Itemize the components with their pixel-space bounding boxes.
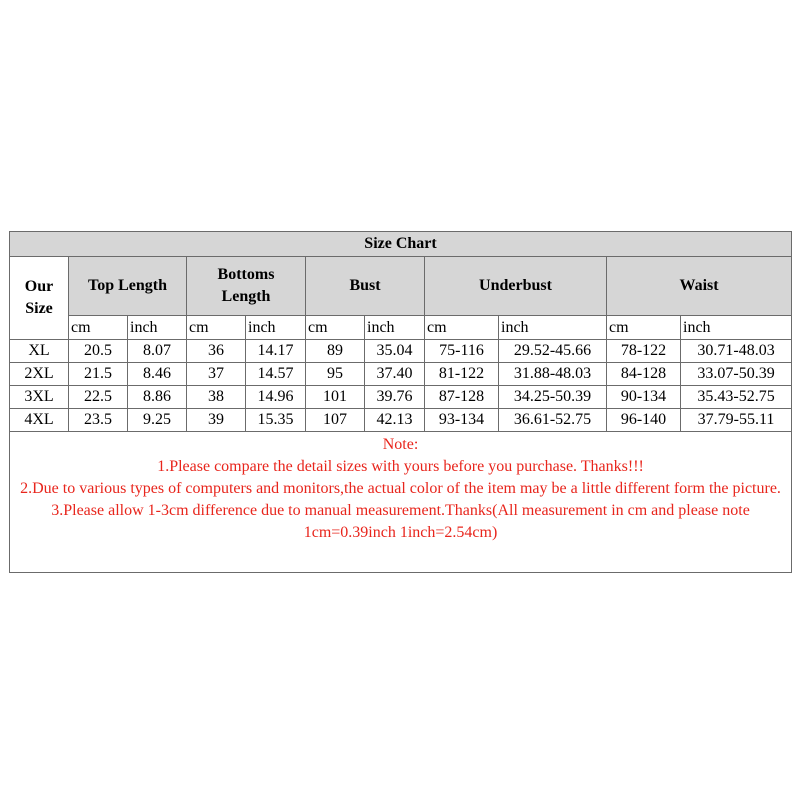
table-row bbox=[10, 363, 792, 386]
table-cell: 34.25-50.39 bbox=[499, 386, 607, 409]
table-cell: 8.07 bbox=[128, 340, 187, 363]
header-row bbox=[10, 257, 792, 316]
note-line-2: 2.Due to various types of computers and monitors,the actual color of the item may be a little different form the picture. bbox=[20, 480, 781, 497]
table-cell: 36.61-52.75 bbox=[499, 409, 607, 432]
table-cell: 29.52-45.66 bbox=[499, 340, 607, 363]
table-cell: 39 bbox=[187, 409, 246, 432]
table-cell: 14.96 bbox=[246, 386, 306, 409]
table-cell: 78-122 bbox=[607, 340, 681, 363]
table-cell: 37.79-55.11 bbox=[681, 409, 792, 432]
table-cell: 89 bbox=[306, 340, 365, 363]
unit-cell: inch bbox=[681, 316, 792, 340]
title-row bbox=[10, 232, 792, 257]
table-cell: 39.76 bbox=[365, 386, 425, 409]
header-top-length: Top Length bbox=[69, 257, 187, 316]
note-heading: Note: bbox=[382, 436, 419, 453]
table-cell: 87-128 bbox=[425, 386, 499, 409]
table-cell: 84-128 bbox=[607, 363, 681, 386]
table-cell: 96-140 bbox=[607, 409, 681, 432]
table-cell: 14.57 bbox=[246, 363, 306, 386]
size-label: 2XL bbox=[10, 363, 69, 386]
table-cell: 36 bbox=[187, 340, 246, 363]
unit-cell: inch bbox=[246, 316, 306, 340]
unit-cell: inch bbox=[128, 316, 187, 340]
table-row bbox=[10, 340, 792, 363]
unit-cell: cm bbox=[306, 316, 365, 340]
table-cell: 8.86 bbox=[128, 386, 187, 409]
table-title: Size Chart bbox=[10, 232, 792, 257]
table-cell: 23.5 bbox=[69, 409, 128, 432]
unit-cell: inch bbox=[499, 316, 607, 340]
table-cell: 21.5 bbox=[69, 363, 128, 386]
table-cell: 30.71-48.03 bbox=[681, 340, 792, 363]
size-label: XL bbox=[10, 340, 69, 363]
header-bottoms-line1: Bottoms bbox=[217, 266, 275, 283]
table-cell: 31.88-48.03 bbox=[499, 363, 607, 386]
table-cell: 22.5 bbox=[69, 386, 128, 409]
table-cell: 15.35 bbox=[246, 409, 306, 432]
table-cell: 9.25 bbox=[128, 409, 187, 432]
table-cell: 35.04 bbox=[365, 340, 425, 363]
header-waist: Waist bbox=[607, 257, 792, 316]
table-cell: 42.13 bbox=[365, 409, 425, 432]
header-bust: Bust bbox=[306, 257, 425, 316]
table-cell: 37 bbox=[187, 363, 246, 386]
table-cell: 8.46 bbox=[128, 363, 187, 386]
size-label: 4XL bbox=[10, 409, 69, 432]
table-cell: 75-116 bbox=[425, 340, 499, 363]
header-bottoms-line2: Length bbox=[221, 288, 271, 305]
note-block bbox=[10, 432, 792, 573]
table-cell: 33.07-50.39 bbox=[681, 363, 792, 386]
unit-cell: cm bbox=[425, 316, 499, 340]
header-bottoms-length bbox=[187, 257, 306, 316]
unit-row bbox=[10, 316, 792, 340]
table-cell: 14.17 bbox=[246, 340, 306, 363]
table-cell: 93-134 bbox=[425, 409, 499, 432]
header-our-size-line1: Our bbox=[24, 278, 54, 295]
table-cell: 37.40 bbox=[365, 363, 425, 386]
table-cell: 101 bbox=[306, 386, 365, 409]
unit-cell: cm bbox=[607, 316, 681, 340]
size-chart-table bbox=[9, 231, 792, 573]
table-cell: 81-122 bbox=[425, 363, 499, 386]
unit-cell: cm bbox=[69, 316, 128, 340]
table-row bbox=[10, 409, 792, 432]
table-row bbox=[10, 386, 792, 409]
unit-cell: inch bbox=[365, 316, 425, 340]
table-cell: 107 bbox=[306, 409, 365, 432]
table-cell: 90-134 bbox=[607, 386, 681, 409]
size-label: 3XL bbox=[10, 386, 69, 409]
table-cell: 38 bbox=[187, 386, 246, 409]
table-cell: 20.5 bbox=[69, 340, 128, 363]
note-line-1: 1.Please compare the detail sizes with yours before you purchase. Thanks!!! bbox=[157, 458, 644, 475]
header-our-size bbox=[10, 257, 69, 340]
note-line-3: 3.Please allow 1-3cm difference due to manual measurement.Thanks(All measurement in cm and please note 1cm=0.39inch 1inch=2.54cm) bbox=[51, 502, 750, 541]
header-underbust: Underbust bbox=[425, 257, 607, 316]
table-cell: 95 bbox=[306, 363, 365, 386]
note-row bbox=[10, 432, 792, 573]
table-cell: 35.43-52.75 bbox=[681, 386, 792, 409]
header-our-size-line2: Size bbox=[25, 300, 53, 317]
unit-cell: cm bbox=[187, 316, 246, 340]
